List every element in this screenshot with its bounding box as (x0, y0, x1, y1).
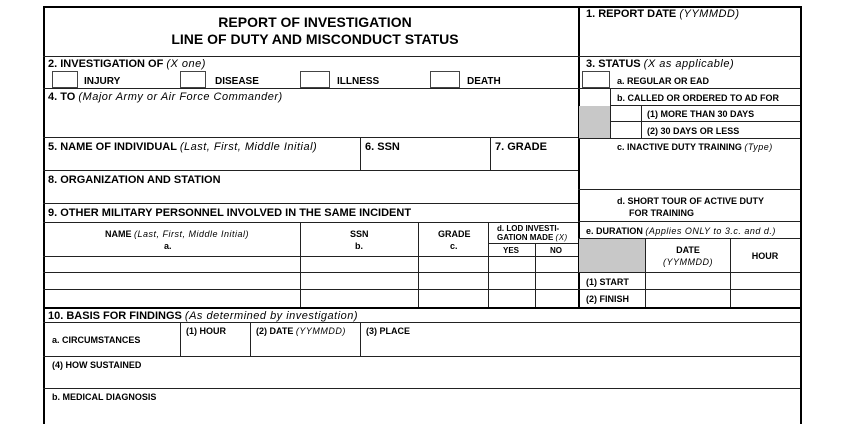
item9-no-header: NO (550, 246, 562, 255)
item9-name-header: NAME (Last, First, Middle Initial) (105, 229, 250, 239)
rule-grade-left (490, 137, 491, 170)
finish-label: (2) FINISH (586, 294, 630, 304)
date-field[interactable] (252, 338, 359, 355)
date-label: (2) DATE (YYMMDD) (256, 326, 346, 336)
rule-lod-split (488, 243, 578, 244)
place-field[interactable] (362, 338, 799, 355)
injury-checkbox[interactable] (52, 71, 78, 88)
rule-title-bottom (43, 56, 800, 57)
inactive-duty-checkbox[interactable] (580, 139, 609, 155)
inactive-duty-label: c. INACTIVE DUTY TRAINING (Type) (617, 142, 773, 152)
regular-ead-checkbox[interactable] (582, 71, 610, 88)
30-or-less-checkbox[interactable] (611, 122, 640, 138)
more-than-30-checkbox[interactable] (611, 106, 640, 121)
item9-ssn-letter: b. (355, 241, 363, 251)
item9-lod-header-line1: d. LOD INVESTI- (497, 224, 560, 233)
status-label: 3. STATUS (X as applicable) (586, 58, 735, 70)
organization-label: 8. ORGANIZATION AND STATION (48, 174, 221, 186)
duration-date-hint: (YYMMDD) (663, 257, 713, 267)
item9-row3-no[interactable] (536, 290, 577, 306)
item9-row1-yes[interactable] (489, 257, 534, 272)
rule-circumstances-bottom (43, 356, 800, 357)
rule-item5-bottom (43, 170, 578, 171)
rule-item10-date (250, 322, 251, 356)
start-hour-field[interactable] (731, 273, 799, 289)
hour-field[interactable] (182, 338, 249, 355)
rule-how-bottom (43, 388, 800, 389)
other-personnel-label: 9. OTHER MILITARY PERSONNEL INVOLVED IN THE SAME INCIDENT (48, 207, 412, 219)
finish-date-field[interactable] (646, 290, 729, 306)
duration-date-header: DATE (676, 245, 700, 255)
medical-diagnosis-field[interactable] (45, 404, 799, 422)
30-or-less-label: (2) 30 DAYS OR LESS (647, 126, 740, 136)
rule-item10-top (43, 307, 800, 309)
disease-label: DISEASE (215, 76, 259, 87)
name-of-individual-label: 5. NAME OF INDIVIDUAL (Last, First, Middle Initial) (48, 141, 318, 153)
medical-diagnosis-label: b. MEDICAL DIAGNOSIS (52, 392, 157, 402)
ssn-label: 6. SSN (365, 141, 400, 153)
rule-3b-checkbox-right (641, 105, 642, 138)
to-label: 4. TO (Major Army or Air Force Commander) (48, 91, 283, 103)
rule-item10-place (360, 322, 361, 356)
hour-label: (1) HOUR (186, 326, 226, 336)
short-tour-label-line2: FOR TRAINING (629, 208, 694, 218)
finish-hour-field[interactable] (731, 290, 799, 306)
item9-row3-yes[interactable] (489, 290, 534, 306)
frame-right (800, 6, 802, 424)
rule-item8-bottom (43, 203, 578, 204)
item9-row1-no[interactable] (536, 257, 577, 272)
frame-left (43, 6, 45, 424)
rule-3b2-bottom (578, 138, 800, 139)
death-checkbox[interactable] (430, 71, 460, 88)
to-field[interactable] (45, 104, 576, 136)
disease-checkbox[interactable] (180, 71, 206, 88)
item9-row1-name[interactable] (45, 257, 299, 272)
rule-item10-hour (180, 322, 181, 356)
called-ordered-checkbox[interactable] (580, 89, 609, 105)
report-date-field[interactable] (580, 22, 798, 54)
item9-lod-header-line2: GATION MADE (X) (497, 233, 568, 242)
item9-ssn-header: SSN (350, 229, 369, 239)
short-tour-checkbox[interactable] (580, 190, 609, 220)
item9-row2-name[interactable] (45, 273, 299, 289)
item9-row2-yes[interactable] (489, 273, 534, 289)
rule-3a-bottom (578, 88, 800, 89)
report-date-label: 1. REPORT DATE (YYMMDD) (586, 8, 740, 20)
rule-item9-header (43, 222, 578, 223)
duration-label: e. DURATION (Applies ONLY to 3.c. and d.) (586, 226, 776, 236)
item9-row3-grade[interactable] (419, 290, 487, 306)
item9-name-letter: a. (164, 241, 172, 251)
item9-row1-ssn[interactable] (301, 257, 417, 272)
place-label: (3) PLACE (366, 326, 411, 336)
death-label: DEATH (467, 76, 501, 87)
item9-row1-grade[interactable] (419, 257, 487, 272)
rule-3c-bottom (578, 189, 800, 190)
rule-ssn-left (360, 137, 361, 170)
duration-hour-header: HOUR (751, 251, 779, 261)
investigation-of-label: 2. INVESTIGATION OF (X one) (48, 58, 206, 70)
item9-grade-letter: c. (450, 241, 458, 251)
basis-for-findings-label: 10. BASIS FOR FINDINGS (As determined by investigation) (48, 310, 359, 322)
item9-row2-ssn[interactable] (301, 273, 417, 289)
injury-label: INJURY (84, 76, 121, 87)
item9-row3-ssn[interactable] (301, 290, 417, 306)
item9-row2-no[interactable] (536, 273, 577, 289)
item9-row3-name[interactable] (45, 290, 299, 306)
shaded-cell-3b (579, 106, 610, 138)
rule-3d-bottom (578, 221, 800, 222)
start-label: (1) START (586, 277, 629, 287)
called-ordered-label: b. CALLED OR ORDERED TO AD FOR (617, 93, 779, 103)
more-than-30-label: (1) MORE THAN 30 DAYS (647, 109, 755, 119)
form-title-line2: LINE OF DUTY AND MISCONDUCT STATUS (171, 31, 459, 47)
circumstances-label: a. CIRCUMSTANCES (52, 335, 141, 345)
grade-label: 7. GRADE (495, 141, 547, 153)
name-of-individual-field[interactable] (45, 153, 359, 169)
illness-checkbox[interactable] (300, 71, 330, 88)
item9-row2-grade[interactable] (419, 273, 487, 289)
rule-item4-bottom (43, 137, 578, 138)
how-sustained-label: (4) HOW SUSTAINED (52, 360, 142, 370)
organization-field[interactable] (45, 186, 576, 202)
ssn-field[interactable] (362, 153, 489, 169)
item9-grade-header: GRADE (438, 229, 471, 239)
illness-label: ILLNESS (337, 76, 380, 87)
how-sustained-field[interactable] (45, 372, 799, 387)
form-title-line1: REPORT OF INVESTIGATION (218, 14, 412, 30)
start-date-field[interactable] (646, 273, 729, 289)
grade-field[interactable] (492, 153, 577, 169)
inactive-duty-type-field[interactable] (612, 155, 798, 188)
shaded-cell-3e (579, 239, 645, 272)
short-tour-label-line1: d. SHORT TOUR OF ACTIVE DUTY (617, 196, 765, 206)
regular-ead-label: a. REGULAR OR EAD (617, 76, 710, 86)
item9-yes-header: YES (503, 246, 520, 255)
rule-item2-bottom (43, 88, 578, 89)
rule-item10-header (43, 322, 800, 323)
